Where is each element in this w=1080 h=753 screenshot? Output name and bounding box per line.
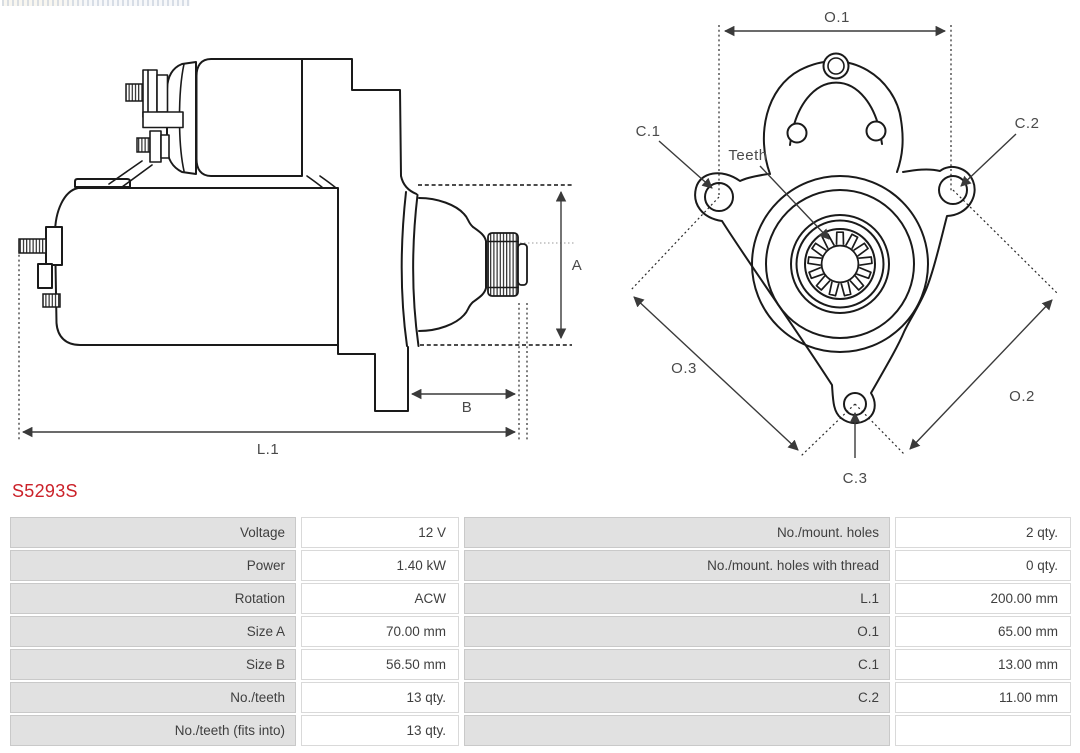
spec-label: No./mount. holes with thread bbox=[464, 550, 890, 581]
callout-c3 bbox=[843, 413, 868, 487]
mount-bracket-tab bbox=[338, 345, 408, 411]
dimension-a bbox=[561, 192, 582, 338]
terminal-top-washer bbox=[157, 75, 168, 112]
label-o2: O.2 bbox=[1009, 388, 1035, 405]
callout-c1 bbox=[636, 123, 712, 188]
spec-value: 11.00 mm bbox=[895, 682, 1071, 713]
spec-label: L.1 bbox=[464, 583, 890, 614]
spec-value: 65.00 mm bbox=[895, 616, 1071, 647]
label-c3: C.3 bbox=[842, 470, 868, 487]
label-c2: C.2 bbox=[1014, 115, 1040, 132]
label-o3: O.3 bbox=[671, 360, 697, 377]
label-b: B bbox=[461, 399, 473, 416]
spec-label: Size B bbox=[10, 649, 296, 680]
top-bell-housing bbox=[764, 54, 903, 175]
body-shell bbox=[55, 188, 338, 345]
dimension-o3 bbox=[634, 297, 798, 450]
spec-value: 13 qty. bbox=[301, 682, 459, 713]
label-a: A bbox=[571, 257, 583, 274]
bell-left-hole bbox=[788, 124, 807, 143]
spec-value: 56.50 mm bbox=[301, 649, 459, 680]
terminal-low-thread bbox=[137, 138, 150, 152]
nose-housing bbox=[752, 176, 928, 352]
part-number: S5293S bbox=[12, 481, 78, 501]
terminal-low-nut bbox=[150, 131, 161, 162]
left-stud-tab bbox=[46, 227, 62, 265]
pinion-tip-cap bbox=[518, 244, 527, 285]
terminal-bracket bbox=[143, 112, 183, 128]
housing-step-block bbox=[302, 59, 417, 194]
pinion-teeth bbox=[808, 232, 872, 296]
spec-label: C.2 bbox=[464, 682, 890, 713]
dimension-o1 bbox=[725, 9, 945, 31]
body-lip bbox=[75, 179, 130, 187]
spec-value: ACW bbox=[301, 583, 459, 614]
spec-label: O.1 bbox=[464, 616, 890, 647]
spec-value: 70.00 mm bbox=[301, 616, 459, 647]
label-l1: L.1 bbox=[256, 441, 280, 458]
callout-teeth bbox=[728, 147, 829, 239]
spec-label: C.1 bbox=[464, 649, 890, 680]
terminal-top-thread bbox=[126, 84, 143, 101]
spec-label: Voltage bbox=[10, 517, 296, 548]
mount-flange-back bbox=[413, 195, 418, 346]
gear-shaft bbox=[822, 246, 859, 283]
callout-c2 bbox=[961, 115, 1039, 186]
left-lower-thread bbox=[43, 294, 60, 307]
terminal-low-washer bbox=[161, 135, 169, 158]
spec-label: Rotation bbox=[10, 583, 296, 614]
spec-label: Size A bbox=[10, 616, 296, 647]
dimension-b bbox=[412, 394, 515, 416]
spec-label: No./teeth bbox=[10, 682, 296, 713]
left-lower-block bbox=[38, 264, 52, 288]
label-c1: C.1 bbox=[635, 123, 661, 140]
dimension-l1 bbox=[23, 432, 515, 458]
pinion-gear bbox=[488, 233, 518, 296]
spec-value: 2 qty. bbox=[895, 517, 1071, 548]
terminal-top-nut bbox=[143, 70, 157, 117]
bell-right-hole bbox=[867, 122, 886, 141]
spec-label: No./mount. holes bbox=[464, 517, 890, 548]
housing-bell bbox=[419, 198, 486, 331]
spec-value: 200.00 mm bbox=[895, 583, 1071, 614]
spec-table bbox=[10, 517, 1071, 746]
solenoid-body bbox=[197, 59, 303, 176]
spec-label: Power bbox=[10, 550, 296, 581]
solenoid bbox=[109, 59, 336, 188]
dimension-o2 bbox=[910, 300, 1052, 449]
spec-label bbox=[464, 715, 890, 746]
spec-value: 13 qty. bbox=[301, 715, 459, 746]
spec-value: 12 V bbox=[301, 517, 459, 548]
spec-value: 1.40 kW bbox=[301, 550, 459, 581]
solenoid-mount-line bbox=[307, 176, 336, 188]
spec-value: 0 qty. bbox=[895, 550, 1071, 581]
left-stud-thread bbox=[19, 239, 46, 253]
motor-body bbox=[19, 179, 408, 411]
mount-flange-front bbox=[402, 192, 407, 346]
spec-label: No./teeth (fits into) bbox=[10, 715, 296, 746]
label-o1: O.1 bbox=[824, 9, 850, 26]
side-view-drawing bbox=[0, 0, 600, 500]
label-teeth: Teeth bbox=[728, 147, 768, 164]
spec-value bbox=[895, 715, 1071, 746]
spec-value: 13.00 mm bbox=[895, 649, 1071, 680]
front-view-drawing bbox=[600, 0, 1080, 500]
